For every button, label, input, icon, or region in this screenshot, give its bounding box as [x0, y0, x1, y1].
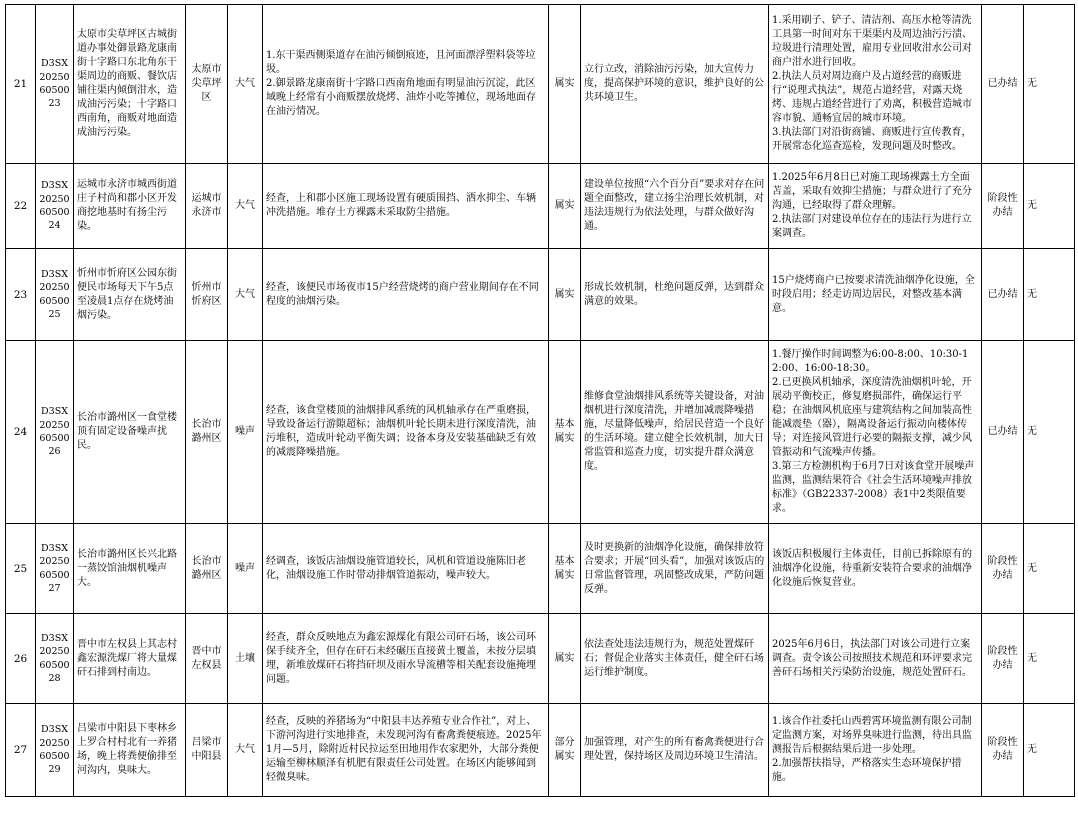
- accountability-note: 无: [1024, 164, 1075, 249]
- complaint-content: 吕梁市中阳县下枣林乡上罗合村村北有一养猪场，晚上将粪便偷排至河沟内，臭味大。: [74, 704, 186, 797]
- table-row: [6, 614, 1075, 704]
- pollution-type: 噪声: [228, 524, 263, 614]
- pollution-type: 大气: [228, 5, 263, 164]
- table-row: [6, 704, 1075, 797]
- accountability-note: 无: [1024, 524, 1075, 614]
- rectification-goal: 立行立改，消除油污污染，加大宣传力度，提高保护环境的意识，维护良好的公共环境卫生。: [581, 5, 769, 164]
- accountability-note: 无: [1024, 5, 1075, 164]
- verification-result: 基本属实: [549, 341, 581, 524]
- case-code: D3SX202506050026: [36, 341, 74, 524]
- case-code: D3SX202506050028: [36, 614, 74, 704]
- rectification-goal: 维修食堂油烟排风系统等关键设备，对油烟机进行深度清洗，并增加减震降噪措施，尽量降低噪声，给居民营造一个良好的生活环境。建立健全长效机制，加大日常监管和巡查力度，切实提升群众满意度。: [581, 341, 769, 524]
- rectification-goal: 依法查处违法违规行为，规范处置煤矸石；督促企业落实主体责任，健全矸石场运行维护制度。: [581, 614, 769, 704]
- accountability-note: 无: [1024, 249, 1075, 341]
- pollution-type: 大气: [228, 704, 263, 797]
- complaint-table: [5, 4, 1075, 797]
- rectification-actions: 15户烧烤商户已按要求清洗油烟净化设施，全时段启用；经走访周边居民，对整改基本满意。: [769, 249, 982, 341]
- investigation-findings: 经查，该便民市场夜市15户经营烧烤的商户营业期间存在不同程度的油烟污染。: [263, 249, 549, 341]
- case-code: D3SX202506050023: [36, 5, 74, 164]
- table-row: [6, 341, 1075, 524]
- investigation-findings: 经查，上和郡小区施工现场设置有硬质围挡、洒水抑尘、车辆冲洗措施。堆存土方裸露未采取防尘措施。: [263, 164, 549, 249]
- table-row: [6, 164, 1075, 249]
- complaint-content: 长治市潞州区一食堂楼顶有固定设备噪声扰民。: [74, 341, 186, 524]
- pollution-type: 土壤: [228, 614, 263, 704]
- complaint-content: 忻州市忻府区公园东街便民市场每天下午5点至凌晨1点存在烧烤油烟污染。: [74, 249, 186, 341]
- administrative-region: 太原市尖草坪区: [186, 5, 228, 164]
- verification-result: 部分属实: [549, 704, 581, 797]
- completion-status: 阶段性办结: [982, 164, 1024, 249]
- verification-result: 基本属实: [549, 524, 581, 614]
- investigation-findings: 经调查，该饭店油烟设施管道较长，风机和管道设施陈旧老化，油烟设施工作时带动排烟管道振动，噪声较大。: [263, 524, 549, 614]
- rectification-goal: 加强管理，对产生的所有畜禽粪便进行合理处置，保持场区及周边环境卫生清洁。: [581, 704, 769, 797]
- complaint-content: 长治市潞州区长兴北路一蒸饺馆油烟机噪声大。: [74, 524, 186, 614]
- investigation-findings: 经查，群众反映地点为鑫宏源煤化有限公司矸石场，该公司环保手续齐全，但存在矸石未经碾压直接黄土覆盖，未按分层填埋，新堆放煤矸石将挡矸坝及雨水导流槽等相关配套设施掩埋问题。: [263, 614, 549, 704]
- row-number: 26: [6, 614, 36, 704]
- pollution-type: 大气: [228, 249, 263, 341]
- accountability-note: 无: [1024, 704, 1075, 797]
- investigation-findings: 经查，该食堂楼顶的油烟排风系统的风机轴承存在严重磨损，导致设备运行游隙超标；油烟机叶轮长期未进行深度清洗，油污堆积，造成叶轮动平衡失调；设备本身及安装基础缺乏有效的减震降噪措施。: [263, 341, 549, 524]
- accountability-note: 无: [1024, 341, 1075, 524]
- row-number: 22: [6, 164, 36, 249]
- complaint-content: 运城市永济市城西街道庄子村尚和郡小区开发商挖地基时有扬尘污染。: [74, 164, 186, 249]
- table-body: [6, 5, 1075, 797]
- investigation-findings: 1.东干渠西侧渠道存在油污倾倒痕迹，且河面漂浮塑料袋等垃圾。 2.御景路龙康南街十字路口西南角地面有明显油污沉淀，此区域晚上经常有小商贩摆放烧烤、油炸小吃等摊位，现场地面存在油污情况。: [263, 5, 549, 164]
- administrative-region: 吕梁市中阳县: [186, 704, 228, 797]
- verification-result: 属实: [549, 5, 581, 164]
- verification-result: 属实: [549, 249, 581, 341]
- rectification-goal: 形成长效机制，杜绝问题反弹，达到群众满意的效果。: [581, 249, 769, 341]
- rectification-actions: 1.2025年6月8日已对施工现场裸露土方全面苫盖，采取有效抑尘措施；与群众进行了充分沟通，已经取得了群众理解。 2.执法部门对建设单位存在的违法行为进行立案调查。: [769, 164, 982, 249]
- complaint-content: 太原市尖草坪区古城街道办事处御景路龙康南街十字路口东北角东干渠周边的商贩、餐饮店铺往渠内倾倒泔水，造成油污污染；十字路口西南角，商贩对地面造成油污污染。: [74, 5, 186, 164]
- administrative-region: 运城市永济市: [186, 164, 228, 249]
- pollution-type: 噪声: [228, 341, 263, 524]
- rectification-goal: 建设单位按照“六个百分百”要求对存在问题全面整改，建立扬尘治理长效机制，对违法违规行为依法处理，与群众做好沟通。: [581, 164, 769, 249]
- case-code: D3SX202506050029: [36, 704, 74, 797]
- administrative-region: 长治市潞州区: [186, 524, 228, 614]
- verification-result: 属实: [549, 614, 581, 704]
- pollution-type: 大气: [228, 164, 263, 249]
- case-code: D3SX202506050027: [36, 524, 74, 614]
- table-row: [6, 524, 1075, 614]
- investigation-findings: 经查，反映的养猪场为“中阳县丰达养殖专业合作社”，对上、下游河沟进行实地排查，未发现河沟有畜禽粪便痕迹。2025年1月—5月，除附近村民拉运至田地用作农家肥外，大部分粪便运输至柳林顺泽有机肥有限责任公司处置。在场区内能够闻到轻微臭味。: [263, 704, 549, 797]
- complaint-content: 晋中市左权县上其志村鑫宏源洗煤厂将大量煤矸石排到村南边。: [74, 614, 186, 704]
- row-number: 23: [6, 249, 36, 341]
- completion-status: 阶段性办结: [982, 614, 1024, 704]
- administrative-region: 忻州市忻府区: [186, 249, 228, 341]
- row-number: 24: [6, 341, 36, 524]
- rectification-actions: 2025年6月6日，执法部门对该公司进行立案调查。责令该公司按照技术规范和环评要求完善矸石场相关污染防治设施，规范处置矸石。: [769, 614, 982, 704]
- row-number: 21: [6, 5, 36, 164]
- row-number: 25: [6, 524, 36, 614]
- completion-status: 已办结: [982, 341, 1024, 524]
- completion-status: 阶段性办结: [982, 704, 1024, 797]
- rectification-actions: 1.该合作社委托山西碧霄环境监测有限公司制定监测方案，对场界臭味进行监测，待出具监测报告后根据结果后进一步处理。 2.加强帮扶指导，严格落实生态环境保护措施。: [769, 704, 982, 797]
- administrative-region: 晋中市左权县: [186, 614, 228, 704]
- case-code: D3SX202506050025: [36, 249, 74, 341]
- completion-status: 已办结: [982, 249, 1024, 341]
- rectification-actions: 1.餐厅操作时间调整为6:00-8:00、10:30-12:00、16:00-18:30。 2.已更换风机轴承，深度清洗油烟机叶轮，开展动平衡校正，修复磨损部件，确保运行平稳；在油烟风机底座与建筑结构之间加装高性能减震垫（器），隔离设备运行振动向楼体传导；对连接风管进行必要的隔振支撑，减少风管振动和气流噪声传播。 3.第三方检测机构于6月7日对该食堂开展噪声监测，监测结果符合《社会生活环境噪声排放标准》（GB22337-2008）表1中2类限值要求。: [769, 341, 982, 524]
- rectification-actions: 该饭店积极履行主体责任，目前已拆除原有的油烟净化设施，待重新安装符合要求的油烟净化设施后恢复营业。: [769, 524, 982, 614]
- table-row: [6, 249, 1075, 341]
- rectification-actions: 1.采用刷子、铲子、清洁剂、高压水枪等清洗工具第一时间对东干渠渠内及周边油污污渍、垃圾进行清理处置，雇用专业回收泔水公司对商户泔水进行回收。 2.执法人员对周边商户及占道经营的商贩进行“说理式执法”，规范占道经营，对露天烧烤、违规占道经营进行了劝离，积极营造城市容市貌、通畅宜居的城市环境。 3.执法部门对沿街商铺、商贩进行宣传教育，开展常态化巡查巡检，发现问题及时整改。: [769, 5, 982, 164]
- case-code: D3SX202506050024: [36, 164, 74, 249]
- administrative-region: 长治市潞州区: [186, 341, 228, 524]
- completion-status: 阶段性办结: [982, 524, 1024, 614]
- row-number: 27: [6, 704, 36, 797]
- verification-result: 属实: [549, 164, 581, 249]
- rectification-goal: 及时更换新的油烟净化设施，确保排放符合要求；开展“回头看”，加强对该饭店的日常监督管理，巩固整改成果，严防问题反弹。: [581, 524, 769, 614]
- completion-status: 已办结: [982, 5, 1024, 164]
- accountability-note: 无: [1024, 614, 1075, 704]
- table-row: [6, 5, 1075, 164]
